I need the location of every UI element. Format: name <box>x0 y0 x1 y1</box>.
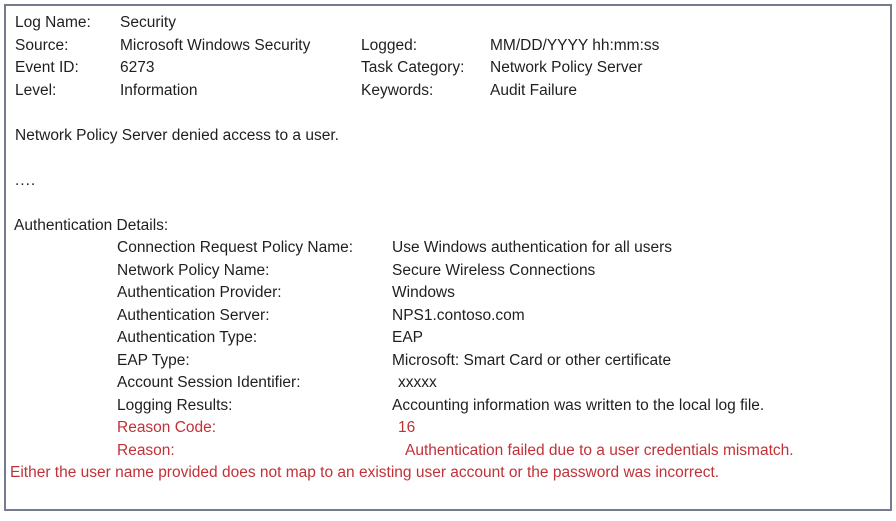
event-id-value: 6273 <box>120 59 155 76</box>
detail-value: Authentication failed due to a user credentials mismatch. <box>405 441 794 459</box>
detail-value: Secure Wireless Connections <box>392 261 596 279</box>
event-message: Network Policy Server denied access to a user. <box>15 126 339 144</box>
ellipsis-text: .... <box>15 171 37 189</box>
log-name-value: Security <box>120 14 176 31</box>
detail-row-authentication-type <box>6 327 890 350</box>
detail-label: Authentication Type: <box>117 329 258 346</box>
detail-label: Account Session Identifier: <box>117 374 301 391</box>
detail-row-authentication-server <box>6 305 890 328</box>
detail-row-reason-code <box>6 417 890 440</box>
header-spacer <box>361 12 490 35</box>
detail-value: xxxxx <box>398 374 437 391</box>
detail-row-reason <box>6 440 890 463</box>
detail-value: Microsoft: Smart Card or other certificate <box>392 351 672 369</box>
auth-details-title: Authentication Details: <box>14 216 169 234</box>
event-header <box>6 12 890 102</box>
detail-label: Logging Results: <box>117 396 233 414</box>
detail-value: Use Windows authentication for all users <box>392 239 672 256</box>
task-category-label: Task Category: <box>361 59 465 76</box>
keywords-label: Keywords: <box>361 81 434 99</box>
keywords-value: Audit Failure <box>490 81 578 99</box>
detail-row-eap-type <box>6 350 890 373</box>
detail-row-account-session-identifier <box>6 372 890 395</box>
detail-row-logging-results <box>6 395 890 418</box>
detail-value: Windows <box>392 284 455 301</box>
detail-value: Accounting information was written to the local log file. <box>392 396 765 414</box>
detail-value: EAP <box>392 329 424 346</box>
detail-label: Connection Request Policy Name: <box>117 239 354 256</box>
task-category-value: Network Policy Server <box>490 59 643 76</box>
header-row-level-keywords <box>6 80 890 103</box>
detail-row-network-policy-name <box>6 260 890 283</box>
logged-value: MM/DD/YYYY hh:mm:ss <box>490 36 660 54</box>
detail-value: NPS1.contoso.com <box>392 306 525 324</box>
log-name-label: Log Name: <box>15 14 91 31</box>
level-label: Level: <box>15 81 57 99</box>
header-row-eventid-taskcategory <box>6 57 890 80</box>
detail-label: Network Policy Name: <box>117 261 270 279</box>
source-value: Microsoft Windows Security <box>120 36 311 54</box>
event-id-label: Event ID: <box>15 59 79 76</box>
detail-label: Authentication Provider: <box>117 284 282 301</box>
event-log-panel <box>4 4 892 511</box>
source-label: Source: <box>15 36 69 54</box>
detail-row-connection-request-policy <box>6 237 890 260</box>
detail-label: EAP Type: <box>117 351 190 369</box>
detail-row-authentication-provider <box>6 282 890 305</box>
level-value: Information <box>120 81 198 99</box>
detail-label: Reason Code: <box>117 419 217 436</box>
header-row-source-logged <box>6 35 890 58</box>
detail-label: Authentication Server: <box>117 306 270 324</box>
failure-explanation-text: Either the user name provided does not map to an existing user account or the password was incorrect. <box>10 464 720 481</box>
auth-details-list <box>6 237 890 462</box>
header-spacer <box>490 12 890 35</box>
detail-value: 16 <box>398 419 416 436</box>
header-row-log-name <box>6 12 890 35</box>
logged-label: Logged: <box>361 36 418 54</box>
detail-label: Reason: <box>117 441 175 459</box>
